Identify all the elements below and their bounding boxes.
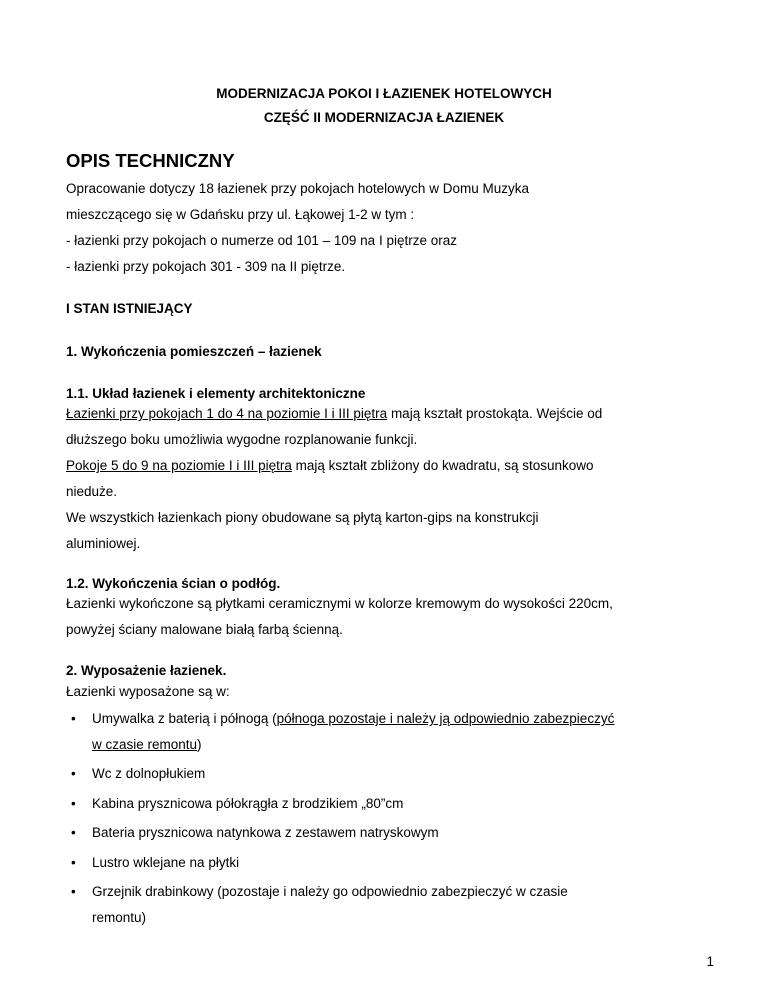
underlined-phrase: półnoga pozostaje i należy ją odpowiednio zabezpieczyć [276,711,615,726]
paragraph-1-1-line-5: We wszystkich łazienkach piony obudowane są płytą karton-gips na konstrukcji [66,510,539,525]
bullet-glyph: • [71,825,76,840]
list-item-text: Grzejnik drabinkowy (pozostaje i należy go odpowiednio zabezpieczyć w czasie [92,884,568,899]
list-item-text: Lustro wklejane na płytki [92,855,240,870]
list-item-text: Bateria prysznicowa natynkowa z zestawem natryskowym [92,825,439,840]
paragraph-1-2-line-2: powyżej ściany malowane białą farbą ścienną. [66,622,343,637]
paragraph-1-1-line-6: aluminiowej. [66,536,141,551]
item-text: Umywalka z baterią i półnogą ( [92,711,277,726]
list-item-text-cont: remontu) [92,910,147,925]
paragraph-text: mają kształt prostokąta. Wejście od [387,406,603,421]
intro-line-2: mieszczącego się w Gdańsku przy ul. Łąkowej 1-2 w tym : [66,207,415,222]
item-text: ) [197,737,202,752]
list-item-text: Wc z dolnopłukiem [92,766,206,781]
bullet-glyph: • [71,796,76,811]
paragraph-1-1-line-4: nieduże. [66,484,118,499]
equipment-intro: Łazienki wyposażone są w: [66,684,230,699]
main-heading: OPIS TECHNICZNY [66,150,235,171]
document-title: MODERNIZACJA POKOI I ŁAZIENEK HOTELOWYCH [216,86,552,101]
bullet-glyph: • [71,884,76,899]
subsection-heading-1-1: 1.1. Układ łazienek i elementy architektoniczne [66,386,366,401]
paragraph-1-1-line-3 [66,458,594,473]
underlined-phrase: w czasie remontu [92,737,198,752]
subsection-heading-1-2: 1.2. Wykończenia ścian o podłóg. [66,576,281,591]
section-heading-wyposazenie: 2. Wyposażenie łazienek. [66,663,227,678]
bullet-glyph: • [71,766,76,781]
paragraph-1-2-line-1: Łazienki wykończone są płytkami ceramicznymi w kolorze kremowym do wysokości 220cm, [66,596,613,611]
page-number: 1 [706,954,714,969]
underlined-phrase: Pokoje 5 do 9 na poziomie I i III piętra [66,458,292,473]
list-item-text-cont [92,737,202,752]
paragraph-1-1-line-2: dłuższego boku umożliwia wygodne rozplanowanie funkcji. [66,432,418,447]
intro-line-1: Opracowanie dotyczy 18 łazienek przy pokojach hotelowych w Domu Muzyka [66,181,529,196]
underlined-phrase: Łazienki przy pokojach 1 do 4 na poziomie I i III piętra [66,406,388,421]
bullet-glyph: • [71,855,76,870]
paragraph-text: mają kształt zbliżony do kwadratu, są stosunkowo [291,458,594,473]
intro-line-4: - łazienki przy pokojach 301 - 309 na II piętrze. [66,259,346,274]
paragraph-1-1-line-1 [66,406,602,421]
subsection-heading-1: 1. Wykończenia pomieszczeń – łazienek [66,344,322,359]
list-item-text [92,711,614,726]
list-item-text: Kabina prysznicowa półokrągła z brodzikiem „80”cm [92,796,404,811]
intro-line-3: - łazienki przy pokojach o numerze od 101 – 109 na I piętrze oraz [66,233,457,248]
document-subtitle: CZĘŚĆ II MODERNIZACJA ŁAZIENEK [263,110,505,125]
section-heading-stan: I STAN ISTNIEJĄCY [66,301,193,316]
bullet-glyph: • [71,711,76,726]
